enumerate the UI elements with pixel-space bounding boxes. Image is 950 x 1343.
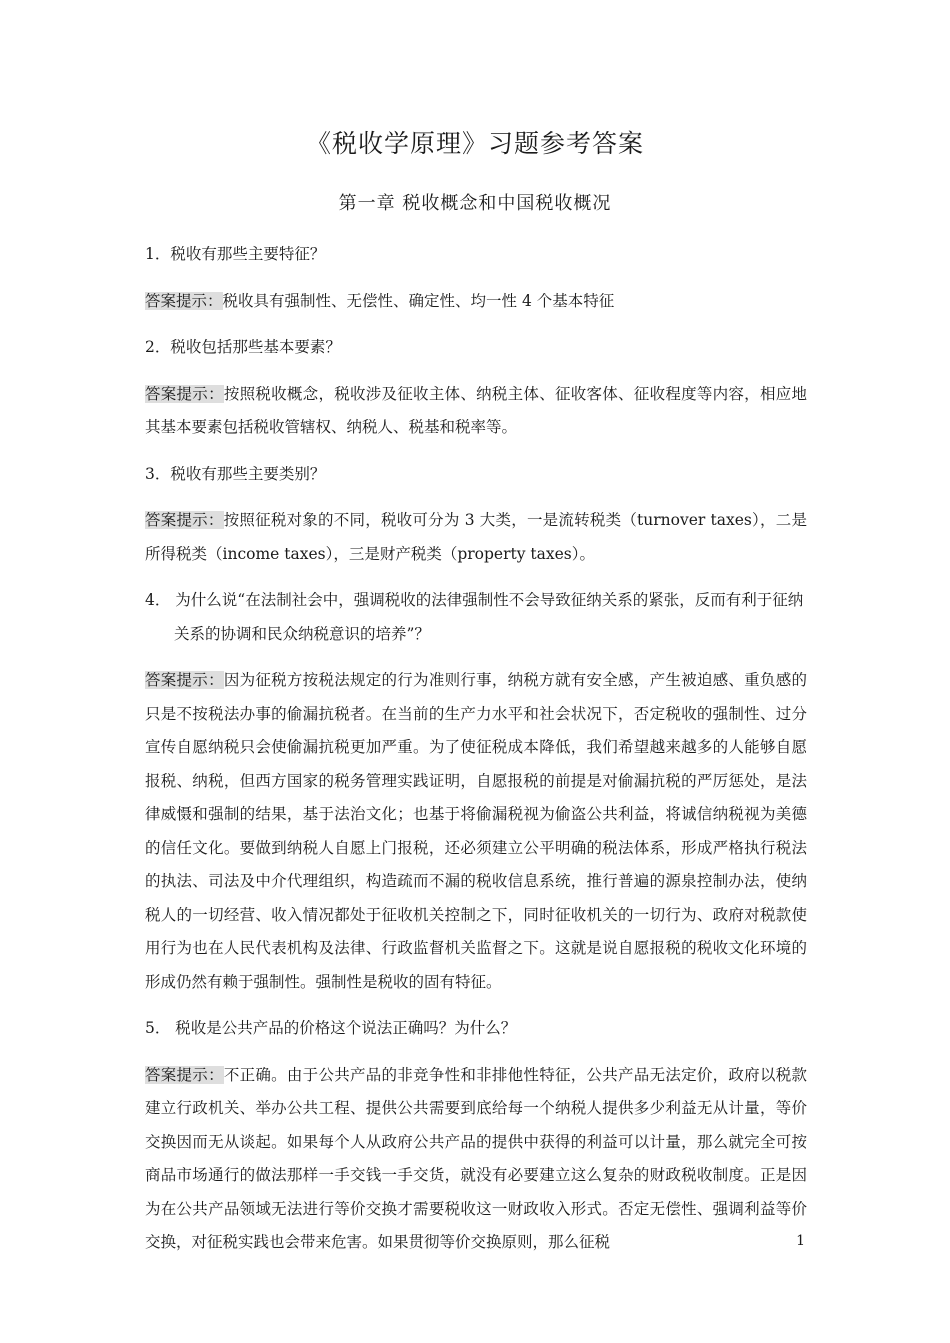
question-2: 2．税收包括那些基本要素？ [145, 338, 341, 356]
answer-text: 因为征税方按税法规定的行为准则行事，纳税方就有安全感，产生被迫感、重负感的只是不按税法办事的偷漏抗税者。在当前的生产力水平和社会状况下，否定税收的强制性、过分宣传自愿纳税只会使偷漏抗税更加严重。为了使征税成本降低，我们希望越来越多的人能够自愿报税、纳税，但西方国家的税务管理实践证明，自愿报税的前提是对偷漏抗税的严厉惩处，是法律威慑和强制的结果，基于法治文化；也基于将偷漏税视为偷盗公共利益，将诚信纳税视为美德的信任文化。要做到纳税人自愿上门报税，还必须建立公平明确的税法体系，形成严格执行税法的执法、司法及中介代理组织，构造疏而不漏的税收信息系统，推行普遍的源泉控制办法，使纳税人的一切经营、收入情况都处于征收机关控制之下，同时征收机关的一切行为、政府对税款使用行为也在人民代表机构及法律、行政监督机关监督之下。这就是说自愿报税的税收文化环境的形成仍然有赖于强制性。强制性是税收的固有特征。 [145, 671, 807, 991]
answer-label: 答案提示： [145, 384, 224, 403]
answer-label: 答案提示： [145, 671, 224, 689]
question-1: 1．税收有那些主要特征？ [145, 245, 326, 263]
answer-label: 答案提示： [145, 1065, 224, 1084]
document-body [145, 238, 807, 1273]
answer-text: 按照征税对象的不同，税收可分为 3 大类，一是流转税类（turnover taxes），二是所得税类（income taxes），三是财产税类（property taxes）。 [145, 511, 807, 563]
answer-label: 答案提示： [145, 291, 223, 310]
answer-text: 不正确。由于公共产品的非竞争性和非排他性特征，公共产品无法定价，政府以税款建立行政机关、举办公共工程、提供公共需要到底给每一个纳税人提供多少利益无从计量，等价交换因而无从谈起。如果每个人从政府公共产品的提供中获得的利益可以计量，那么就完全可按商品市场通行的做法那样一手交钱一手交货，就没有必要建立这么复杂的财政税收制度。正是因为在公共产品领域无法进行等价交换才需要税收这一财政收入形式。否定无偿性、强调利益等价交换，对征税实践也会带来危害。如果贯彻等价交换原则，那么征税 [145, 1065, 807, 1251]
answer-text: 按照税收概念，税收涉及征收主体、纳税主体、征收客体、征收程度等内容，相应地其基本要素包括税收管辖权、纳税人、税基和税率等。 [145, 384, 807, 436]
question-4: 4． 为什么说“在法制社会中，强调税收的法律强制性不会导致征纳关系的紧张，反而有利于征纳关系的协调和民众纳税意识的培养”？ [145, 591, 804, 643]
answer-3 [145, 504, 807, 571]
page-number: 1 [796, 1233, 805, 1249]
question-5: 5． 税收是公共产品的价格这个说法正确吗？为什么？ [145, 1019, 517, 1037]
answer-label: 答案提示： [145, 511, 224, 529]
answer-text: 税收具有强制性、无偿性、确定性、均一性 4 个基本特征 [222, 291, 615, 310]
answer-2 [145, 378, 807, 445]
answer-5 [145, 1059, 807, 1260]
answer-1 [145, 285, 807, 319]
chapter-title: 第一章 税收概念和中国税收概况 [338, 193, 612, 214]
answer-4 [145, 664, 807, 999]
question-3: 3．税收有那些主要类别？ [145, 464, 326, 483]
document-title: 《税收学原理》习题参考答案 [305, 129, 644, 158]
